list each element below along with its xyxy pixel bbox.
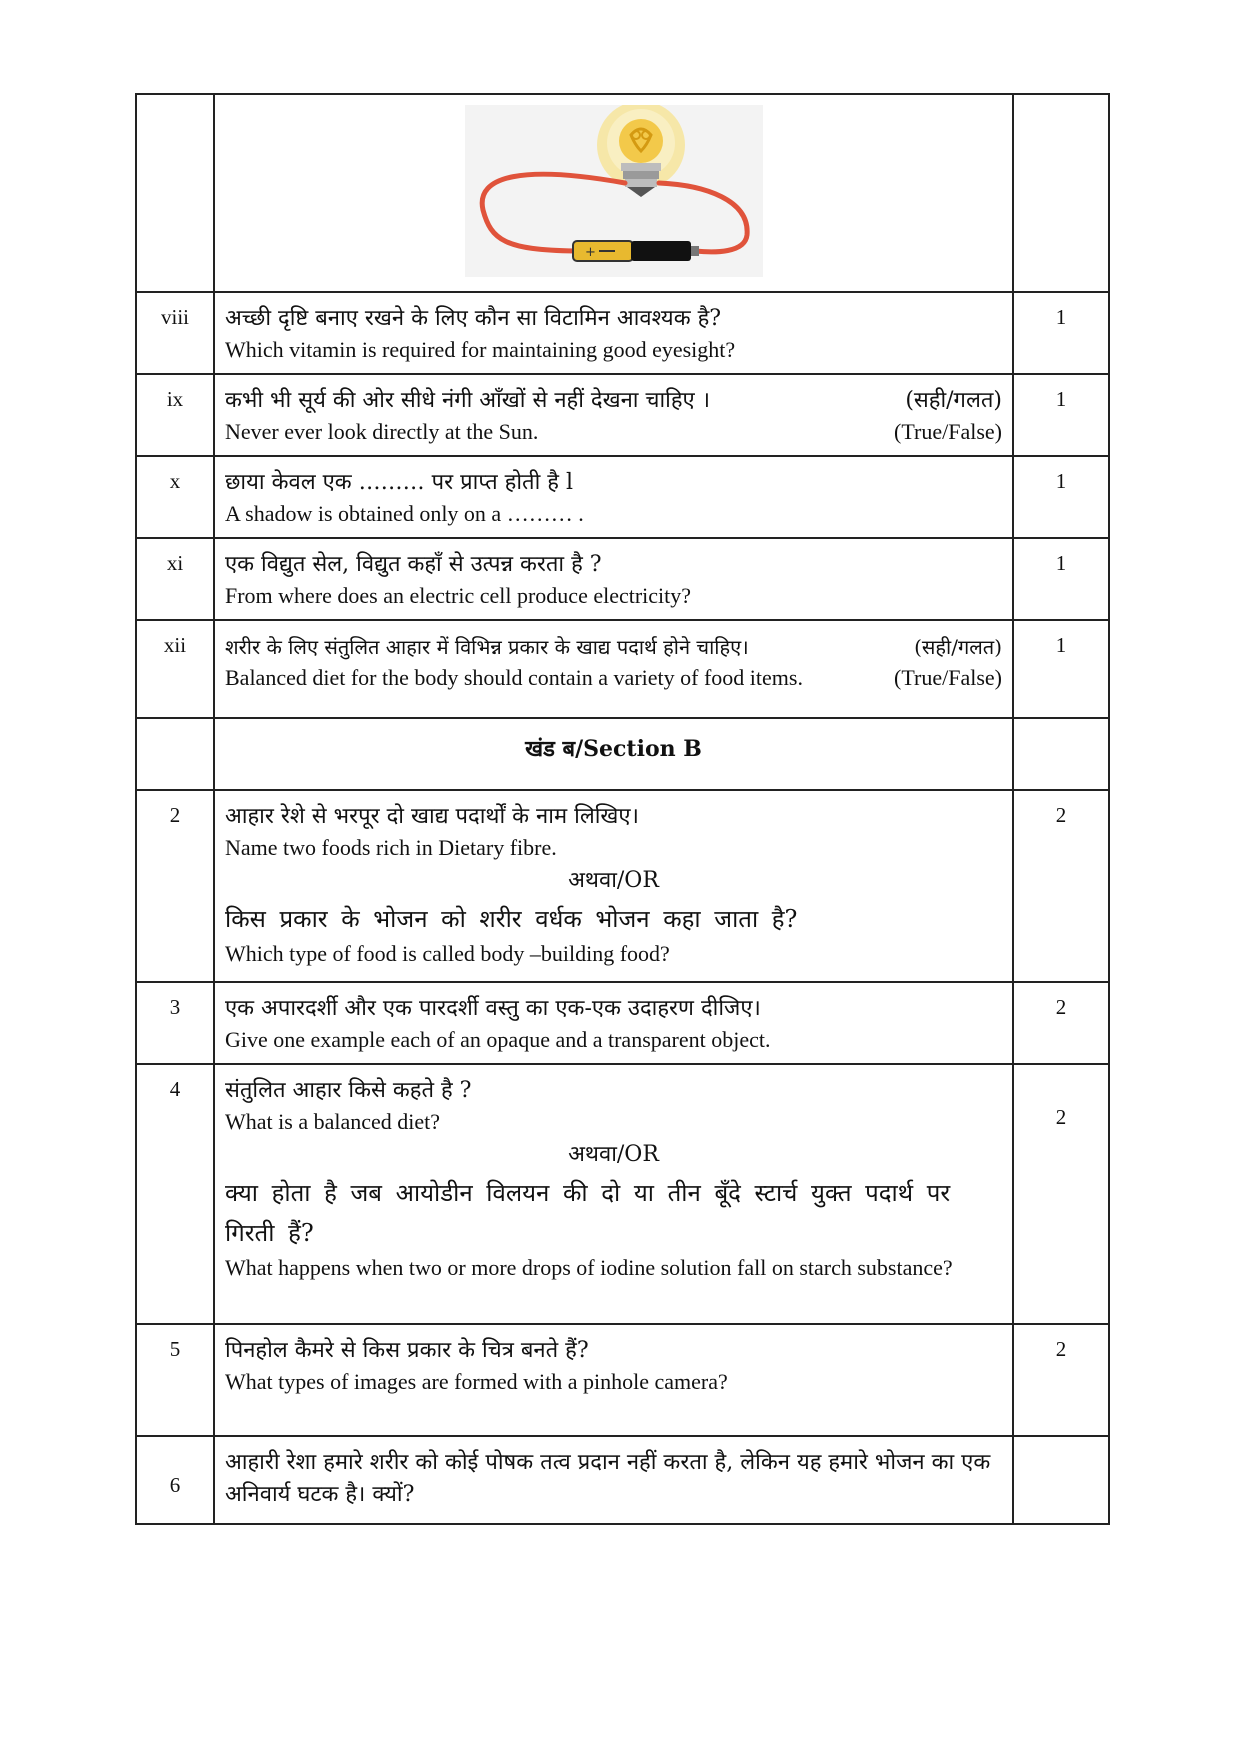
question-english: From where does an electric cell produce electricity? <box>225 583 692 608</box>
question-text-cell <box>214 1064 1013 1324</box>
empty-marks-cell <box>1013 718 1109 790</box>
empty-num-cell <box>136 94 214 292</box>
question-hindi: संतुलित आहार किसे कहते है ? <box>225 1078 472 1103</box>
question-marks: 1 <box>1013 456 1109 538</box>
true-false-tag-hindi: (सही/गलत) <box>914 635 1002 659</box>
question-marks: 1 <box>1013 620 1109 718</box>
bulb-battery-circuit-icon <box>465 105 763 277</box>
true-false-tag-english: (True/False) <box>894 419 1002 444</box>
question-english: What is a balanced diet? <box>225 1109 441 1134</box>
question-hindi: शरीर के लिए संतुलित आहार में विभिन्न प्रकार के खाद्य पदार्थ होने चाहिए। <box>225 635 749 659</box>
question-marks: 1 <box>1013 538 1109 620</box>
question-row <box>136 1324 1109 1436</box>
question-english: What types of images are formed with a pinhole camera? <box>225 1369 728 1394</box>
question-marks: 1 <box>1013 292 1109 374</box>
question-text-cell <box>214 1324 1013 1436</box>
question-english: Balanced diet for the body should contain a variety of food items. <box>225 665 803 690</box>
question-row <box>136 1064 1109 1324</box>
question-text-cell <box>214 456 1013 538</box>
question-number: ix <box>136 374 214 456</box>
empty-marks-cell <box>1013 94 1109 292</box>
question-marks: 2 <box>1013 1064 1109 1324</box>
question-hindi: पिनहोल कैमरे से किस प्रकार के चित्र बनते हैं? <box>225 1338 589 1363</box>
question-row <box>136 1436 1109 1524</box>
svg-text:+: + <box>584 245 596 260</box>
question-number: xii <box>136 620 214 718</box>
question-text-cell <box>214 1436 1013 1524</box>
question-text-cell <box>214 620 1013 718</box>
section-heading-cell <box>214 718 1013 790</box>
question-row <box>136 374 1109 456</box>
question-number: x <box>136 456 214 538</box>
question-english: Which vitamin is required for maintaining good eyesight? <box>225 337 736 362</box>
question-number: xi <box>136 538 214 620</box>
question-text-cell <box>214 292 1013 374</box>
question-marks: 2 <box>1013 1324 1109 1436</box>
question-row <box>136 620 1109 718</box>
question-number: 6 <box>136 1436 214 1524</box>
illustration-cell <box>214 94 1013 292</box>
empty-num-cell <box>136 718 214 790</box>
question-row <box>136 982 1109 1064</box>
or-separator: अथवा/OR <box>568 868 659 893</box>
true-false-tag-hindi: (सही/गलत) <box>905 388 1002 413</box>
question-row <box>136 790 1109 982</box>
question-number: 2 <box>136 790 214 982</box>
question-hindi: कभी भी सूर्य की ओर सीधे नंगी आँखों से नहीं देखना चाहिए । <box>225 388 711 413</box>
question-row <box>136 538 1109 620</box>
empty-marks-cell <box>1013 1436 1109 1524</box>
question-number: 4 <box>136 1064 214 1324</box>
question-marks: 2 <box>1013 790 1109 982</box>
question-text-cell <box>214 790 1013 982</box>
question-hindi: अच्छी दृष्टि बनाए रखने के लिए कौन सा विटामिन आवश्यक है? <box>225 306 722 331</box>
question-text-cell <box>214 538 1013 620</box>
question-table <box>135 93 1110 1525</box>
question-marks: 2 <box>1013 982 1109 1064</box>
question-row <box>136 456 1109 538</box>
question-text-cell <box>214 982 1013 1064</box>
question-hindi-alt: क्या होता है जब आयोडीन विलयन की दो या तीन बूँदे स्टार्च युक्त पदार्थ पर गिरती हैं? <box>225 1179 951 1247</box>
section-b-heading: खंड ब/Section B <box>525 736 702 762</box>
question-hindi: आहार रेशे से भरपूर दो खाद्य पदार्थों के नाम लिखिए। <box>225 804 639 829</box>
question-english-alt: Which type of food is called body –building food? <box>225 941 670 966</box>
question-text-cell <box>214 374 1013 456</box>
question-hindi: एक विद्युत सेल, विद्युत कहाँ से उत्पन्न करता है ? <box>225 552 602 577</box>
illustration-row <box>136 94 1109 292</box>
question-english-alt: What happens when two or more drops of iodine solution fall on starch substance? <box>225 1255 953 1280</box>
question-hindi: एक अपारदर्शी और एक पारदर्शी वस्तु का एक-एक उदाहरण दीजिए। <box>225 996 761 1021</box>
section-row <box>136 718 1109 790</box>
question-english: A shadow is obtained only on a ……… . <box>225 501 584 526</box>
question-english: Name two foods rich in Dietary fibre. <box>225 835 557 860</box>
question-english: Give one example each of an opaque and a transparent object. <box>225 1027 771 1052</box>
question-number: viii <box>136 292 214 374</box>
question-english: Never ever look directly at the Sun. <box>225 419 539 444</box>
question-hindi-alt: किस प्रकार के भोजन को शरीर वर्धक भोजन कहा जाता है? <box>225 905 798 933</box>
question-number: 5 <box>136 1324 214 1436</box>
question-hindi: छाया केवल एक ……… पर प्राप्त होती है l <box>225 470 573 495</box>
or-separator: अथवा/OR <box>568 1142 659 1167</box>
question-marks: 1 <box>1013 374 1109 456</box>
question-row <box>136 292 1109 374</box>
true-false-tag-english: (True/False) <box>894 665 1002 690</box>
question-hindi: आहारी रेशा हमारे शरीर को कोई पोषक तत्व प्रदान नहीं करता है, लेकिन यह हमारे भोजन का एक अनिवार्य घटक है। क्यों? <box>225 1450 991 1507</box>
question-number: 3 <box>136 982 214 1064</box>
